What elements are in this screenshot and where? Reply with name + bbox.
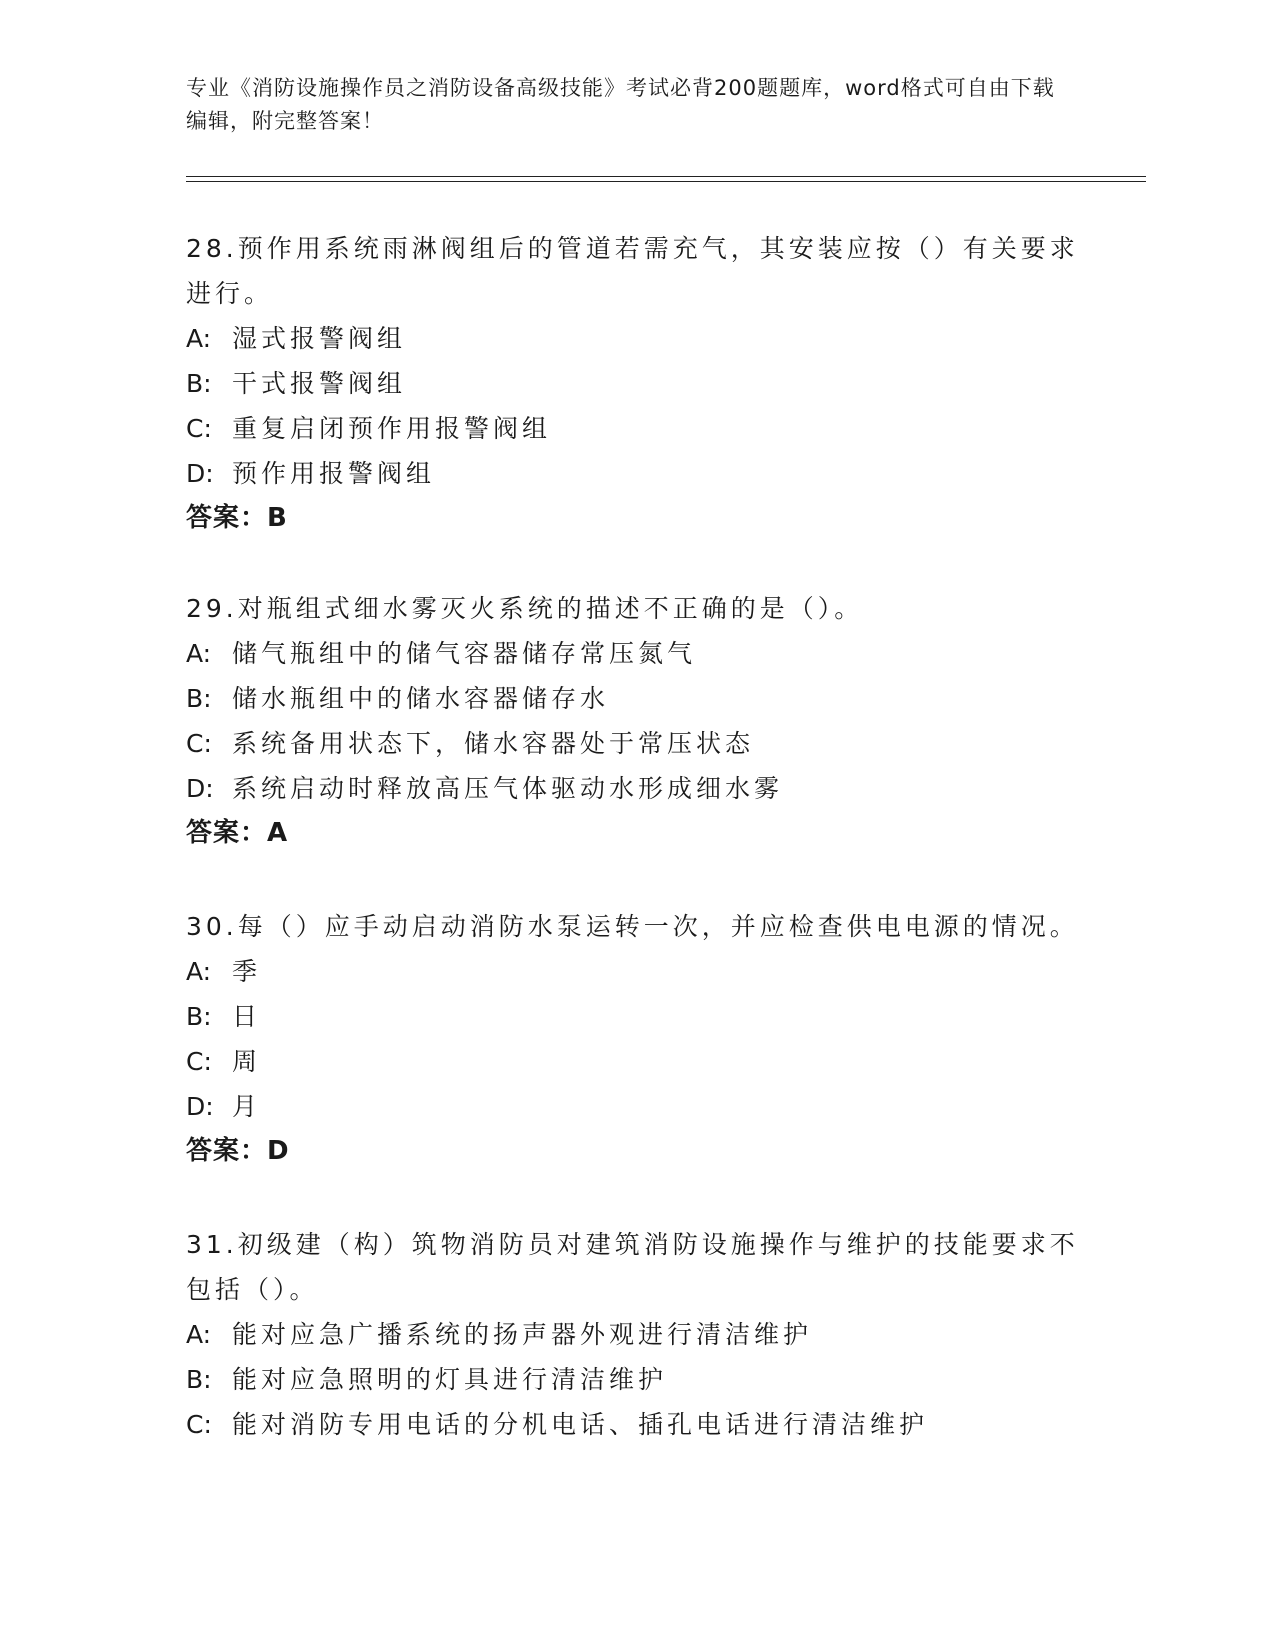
answer-line: 答案：B [186,503,288,533]
option-b [186,361,1086,406]
option-b [186,676,1086,721]
question-text: 28.预作用系统雨淋阀组后的管道若需充气，其安装应按（）有关要求进行。 [186,234,1079,308]
option-text: 能对消防专用电话的分机电话、插孔电话进行清洁维护 [232,1410,929,1439]
option-text: 系统启动时释放高压气体驱动水形成细水雾 [232,774,784,803]
question-text: 29.对瓶组式细水雾灭火系统的描述不正确的是（）。 [186,594,864,623]
option-text: 湿式报警阀组 [232,324,407,353]
option-letter: B: [186,369,212,398]
option-letter: D: [186,774,214,803]
option-text: 储气瓶组中的储气容器储存常压氮气 [232,639,697,668]
option-letter: C: [186,1047,212,1076]
option-letter: C: [186,729,212,758]
document-header: 专业《消防设施操作员之消防设备高级技能》考试必背200题题库，word格式可自由下载编辑，附完整答案！ [186,76,1055,133]
option-d [186,1084,1086,1129]
option-letter: A: [186,324,212,353]
option-text: 预作用报警阀组 [232,459,436,488]
option-letter: D: [186,1092,214,1121]
header-divider-bottom [186,181,1146,182]
option-letter: A: [186,639,212,668]
option-text: 储水瓶组中的储水容器储存水 [232,684,610,713]
option-c [186,1039,1086,1084]
option-b [186,994,1086,1039]
option-text: 能对应急照明的灯具进行清洁维护 [232,1365,668,1394]
option-b [186,1357,1086,1402]
option-d [186,766,1086,811]
header-divider-top [186,176,1146,177]
question-text: 31.初级建（构）筑物消防员对建筑消防设施操作与维护的技能要求不包括（）。 [186,1230,1079,1304]
option-text: 周 [232,1047,262,1076]
option-text: 月 [232,1092,262,1121]
option-letter: A: [186,1320,212,1349]
option-text: 干式报警阀组 [232,369,407,398]
option-c [186,721,1086,766]
option-letter: C: [186,1410,212,1439]
option-a [186,1312,1086,1357]
option-c [186,406,1086,451]
answer-line: 答案：D [186,1136,290,1166]
question-31 [186,1222,1086,1447]
option-letter: B: [186,684,212,713]
option-letter: D: [186,459,214,488]
option-letter: B: [186,1002,212,1031]
option-a [186,316,1086,361]
option-letter: B: [186,1365,212,1394]
option-text: 季 [232,957,262,986]
option-text: 日 [232,1002,262,1031]
answer-line: 答案：A [186,818,289,848]
option-a [186,949,1086,994]
option-letter: C: [186,414,212,443]
option-text: 重复启闭预作用报警阀组 [232,414,552,443]
option-text: 能对应急广播系统的扬声器外观进行清洁维护 [232,1320,813,1349]
option-a [186,631,1086,676]
question-text: 30.每（）应手动启动消防水泵运转一次，并应检查供电电源的情况。 [186,912,1079,941]
option-text: 系统备用状态下，储水容器处于常压状态 [232,729,755,758]
question-29 [186,586,1086,856]
question-28 [186,226,1086,541]
option-d [186,451,1086,496]
question-30 [186,904,1086,1174]
option-letter: A: [186,957,212,986]
option-c [186,1402,1086,1447]
